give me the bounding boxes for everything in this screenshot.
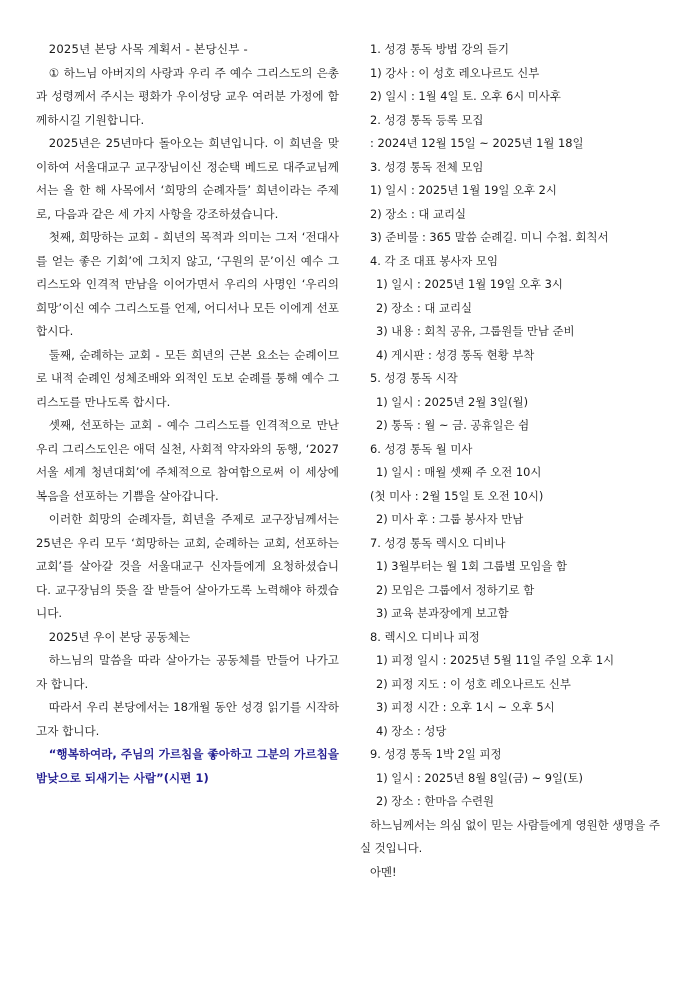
jubilee-intro-paragraph: 2025년은 25년마다 돌아오는 희년입니다. 이 희년을 맞이하여 서울대교구 교구장님이신 정순택 베드로 대주교님께서는 올 한 해 사목에서 ‘희망의 순례자들’ 희년이라는 주제로, 다음과 같은 세 가지 사항을 강조하셨습니다. bbox=[36, 136, 339, 221]
list-item: 1) 일시 : 2025년 8월 8일(금) ~ 9일(토) bbox=[376, 770, 583, 785]
list-item: 2) 일시 : 1월 4일 토. 오후 6시 미사후 bbox=[370, 89, 561, 103]
word-community-paragraph: 하느님의 말씀을 따라 살아가는 공동체를 만들어 나가고자 합니다. bbox=[36, 653, 339, 691]
greeting-paragraph: ① 하느님 아버지의 사랑과 우리 주 예수 그리스도의 은총과 성령께서 주시는 평화가 우이성당 교우 여러분 가정에 함께하시길 기원합니다. bbox=[36, 65, 339, 127]
list-item: 2) 장소 : 대 교리실 bbox=[376, 300, 473, 315]
list-item: 1) 3월부터는 월 1회 그룹별 모임을 함 bbox=[376, 559, 567, 573]
list-item: (첫 미사 : 2월 15일 토 오전 10시) bbox=[370, 488, 544, 503]
psalm-quote: “행복하여라, 주님의 가르침을 좋아하고 그분의 가르침을 밤낮으로 되새기는 사람”(시편 1) bbox=[36, 747, 339, 785]
list-item: 1) 강사 : 이 성호 레오나르도 신부 bbox=[370, 65, 540, 80]
pilgrim-church-paragraph: 둘째, 순례하는 교회 - 모든 희년의 근본 요소는 순례이므로 내적 순례인 성체조배와 외적인 도보 순례를 통해 예수 그리스도를 만나도록 합시다. bbox=[36, 347, 339, 409]
list-item: 2) 장소 : 한마음 수련원 bbox=[376, 794, 495, 808]
list-item: 2) 통독 : 월 ~ 금. 공휴일은 쉼 bbox=[376, 418, 530, 432]
list-item: 4) 게시판 : 성경 통독 현황 부착 bbox=[376, 347, 535, 362]
bible-reading-paragraph: 따라서 우리 본당에서는 18개월 동안 성경 읽기를 시작하고자 합니다. bbox=[36, 700, 339, 738]
right-column bbox=[360, 38, 660, 884]
list-item: 1) 일시 : 2025년 1월 19일 오후 3시 bbox=[376, 277, 563, 291]
section-heading: 7. 성경 통독 렉시오 디비나 bbox=[370, 535, 506, 550]
list-item: 2) 피정 지도 : 이 성호 레오나르도 신부 bbox=[376, 676, 571, 691]
list-item: 1) 일시 : 2025년 2월 3일(월) bbox=[376, 394, 529, 409]
list-item: 4) 장소 : 성당 bbox=[376, 723, 447, 738]
section-heading: 6. 성경 통독 월 미사 bbox=[370, 441, 473, 456]
amen-line: 아멘! bbox=[370, 864, 397, 879]
section-heading: 5. 성경 통독 시작 bbox=[370, 371, 458, 385]
section-heading: 2. 성경 통독 등록 모집 bbox=[370, 112, 484, 127]
list-item: 3) 내용 : 회칙 공유, 그룹원들 만남 준비 bbox=[376, 324, 575, 338]
document-title: 2025년 본당 사목 계획서 - 본당신부 - bbox=[48, 42, 248, 56]
list-item: 3) 교육 분과장에게 보고함 bbox=[376, 606, 509, 620]
section-heading: 9. 성경 통독 1박 2일 피정 bbox=[370, 747, 502, 761]
section-heading: 3. 성경 통독 전체 모임 bbox=[370, 159, 484, 174]
list-item: 2) 모임은 그룹에서 정하기로 함 bbox=[376, 582, 535, 597]
list-item: : 2024년 12월 15일 ~ 2025년 1월 18일 bbox=[370, 136, 584, 150]
left-column bbox=[36, 38, 339, 790]
hoping-church-paragraph: 첫째, 희망하는 교회 - 희년의 목적과 의미는 그저 ‘전대사를 얻는 좋은 기회’에 그치지 않고, ‘구원의 문’이신 예수 그리스도와 인격적 만남을 이어가면서 우리의 사명인 ‘우리의 희망’이신 예수 그리스도를 언제, 어디서나 모든 이에게 선포합시다. bbox=[36, 230, 339, 338]
list-item: 1) 일시 : 2025년 1월 19일 오후 2시 bbox=[370, 183, 557, 197]
list-item: 1) 피정 일시 : 2025년 5월 11일 주일 오후 1시 bbox=[376, 653, 615, 667]
closing-paragraph: 하느님께서는 의심 없이 믿는 사람들에게 영원한 생명을 주실 것입니다. bbox=[360, 817, 660, 855]
bishop-request-paragraph: 이러한 희망의 순례자들, 희년을 주제로 교구장님께서는 25년은 우리 모두 ‘희망하는 교회, 순례하는 교회, 선포하는 교회’를 살아갈 것을 서울대교구 신자들에게 요청하셨습니다. 교구장님의 뜻을 잘 받들어 살아가도록 노력해야 하겠습니다. bbox=[36, 512, 339, 620]
proclaiming-church-paragraph: 셋째, 선포하는 교회 - 예수 그리스도를 인격적으로 만난 우리 그리스도인은 애덕 실천, 사회적 약자와의 동행, ‘2027 서울 세계 청년대회’에 주체적으로 참여함으로써 이 세상에 복음을 선포하는 기쁨을 살아갑니다. bbox=[36, 418, 339, 503]
list-item: 2) 장소 : 대 교리실 bbox=[370, 206, 467, 221]
parish-community-line: 2025년 우이 본당 공동체는 bbox=[48, 629, 191, 644]
section-heading: 8. 렉시오 디비나 피정 bbox=[370, 629, 480, 644]
list-item: 3) 준비물 : 365 말씀 순례길. 미니 수첩. 회칙서 bbox=[370, 230, 609, 244]
list-item: 2) 미사 후 : 그룹 봉사자 만남 bbox=[376, 512, 524, 526]
list-item: 3) 피정 시간 : 오후 1시 ~ 오후 5시 bbox=[376, 700, 555, 714]
list-item: 1) 일시 : 매월 셋째 주 오전 10시 bbox=[376, 465, 542, 479]
section-heading: 1. 성경 통독 방법 강의 듣기 bbox=[370, 42, 510, 56]
section-heading: 4. 각 조 대표 봉사자 모임 bbox=[370, 253, 499, 268]
